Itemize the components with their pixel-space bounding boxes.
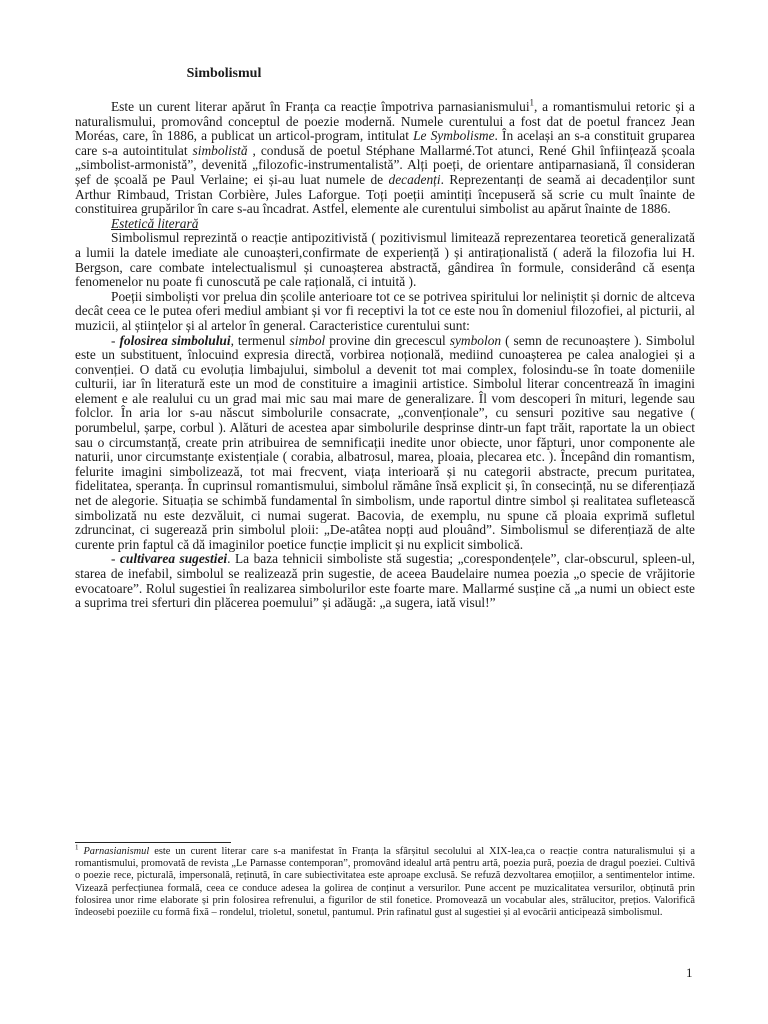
item-label-sugestie: cultivarea sugestiei (119, 551, 228, 567)
item1-text-2: provine din grecescul (325, 332, 450, 348)
item-label-simbol: folosirea simbolului (119, 332, 231, 348)
intro-text-3: . În același an s-a constituit gruparea care s-a autointitulat (75, 128, 695, 158)
intro-text-1: Este un curent literar apărut în Franța ca reacție împotriva parnasianismului (111, 99, 530, 114)
intro-text-5: . Reprezentanți de seamă ai decadenților sunt Arthur Rimbaud, Tristan Corbière, Jules Laforgue. Toți poeții amintiți începuseră să scrie cu mult înainte de constituirea grupărilor în care s-au încadrat. Astfel, elemente ale curentului simbolist au apărut înainte de 1886. (75, 171, 695, 217)
le-symbolisme-title: Le Symbolisme (413, 128, 495, 144)
symbolon-term: symbolon (449, 332, 502, 348)
antipozitivista-paragraph: Simbolismul reprezintă o reacție antipozitivistă ( pozitivismul limitează reprezentarea teoretică generalizată a lumii la datele imediate ale cunoașteri,confirmate de experiență ) și antiraționalistă ( aderă la filozofia lui H. Bergson, care combate intelectualismul și cunoașterea abstractă, gândirea în formule, considerând că esența fenomenelor nu poate fi cunoscută pe cale rațională, ci intuită ). (75, 230, 695, 290)
page-title: Simbolismul (186, 66, 262, 81)
footnote-marker: 1 (75, 843, 79, 852)
item-dash: - (111, 332, 120, 348)
simbol-term: simbol (289, 332, 326, 348)
simbolista-term: simbolistă (192, 142, 248, 158)
footnote (75, 843, 695, 919)
decadenti-term: decadenți (388, 171, 441, 187)
poetii-paragraph: Poeții simboliști vor prelua din școlile anterioare tot ce se potrivea spiritului lor neliniștit și dornic de altceva decât ceea ce le putea oferi mediul ambiant și vor fi receptivi la tot ce este nou în domeniul filozofiei, al picturii, al muzicii, al științelor și al artelor în general. Caracteristice curentului sunt: (75, 288, 695, 333)
footnote-divider (75, 842, 231, 843)
section-heading: Estetică literară (111, 215, 199, 231)
footnote-text: este un curent literar care s-a manifestat în Franța la sfârșitul secolului al XIX-lea,ca o reacție contra naturalismului și a romantismului, promovată de revista „Le Parnasse contemporan”, promovând idealul artă pentru artă, poezia pură, poezia de dragul poeziei. Cultivă o poezie rece, picturală, impersonală, reținută, în care subiectivitatea este aproape exclusă. Se refuză dezvoltarea emoțiilor, a sentimentelor intime. Vizează perfecțiunea formală, ceea ce conduce adesea la golirea de conținut a versurilor. Pune accent pe muzicalitatea versurilor, obținută prin folosirea unor rime elaborate și prin folosirea refrenului, a figurilor de stil fonetice. Promovează un vocabular ales, strălucitor, prețios. Valorifică îndeosebi poeziile cu formă fixă – rondelul, trioletul, sonetul, pantumul. Prin rafinatul gust al sugestiei și al evocării anticipează simbolismul. (75, 846, 695, 919)
list-item-sugestie (75, 552, 695, 610)
item1-text-1: , termenul (230, 332, 290, 348)
item2-text-1: . La baza tehnicii simboliste stă sugestia; „corespondențele”, clar-obscurul, spleen-ul, starea de inefabil, simbolul se realizează prin sugestie, de aceea Baudelaire numea poezia „o specie de vrăjitorie evocatoare”. Rolul sugestiei în realizarea simbolurilor este foarte mare. Mallarmé susține că „a numi un obiect este a suprima trei sferturi din plăcerea poemului” și adăugă: „a sugera, iată visul!” (75, 551, 695, 611)
body-text (75, 97, 696, 611)
intro-text-4: , condusă de poetul Stéphane Mallarmé.Tot atunci, René Ghil înființează școala „simbolist-armonistă”, devenită „filozofic-instrumentalistă”. Alți poeți, de orientare antiparnasiană, îl consideran șef de școală pe Paul Verlaine; ei și-au luat numele de (75, 142, 695, 187)
intro-paragraph (75, 97, 696, 217)
footnote-reference[interactable]: 1 (529, 97, 535, 108)
intro-text-2: , a romantismului retoric și a naturalismului, promovând conceptul de poezie modernă. Numele curentului a fost dat de poetul francez Jean Moréas, care, în 1886, a publicat un articol-program, intitulat (75, 99, 696, 144)
item-dash: - (111, 551, 120, 567)
page-number: 1 (686, 965, 693, 980)
item1-text-3: ( semn de recunoaștere ). Simbolul este un substituent, înlocuind expresia directă, vorbirea noțională, mediind cunoașterea pe calea analogiei și a convenției. O dată cu evoluția limbajului, simbolul a devenit tot mai complex, folosindu-se în toate domeniile culturii, iar în literatură este un mod de constituire a imaginii artistice. Simbolul literar concentrează în imagini element e ale realului cu un grad mai mic sau mai mare de generalizare. Îl vom descoperi în mituri, legende sau folclor. În aria lor s-au născut simbolurile consacrate, „convenționale”, cu sensuri pozitive sau negative ( porumbelul, șarpe, corbul ). Alături de acestea apar simbolurile desprinse dintr-un fapt trăit, raportate la un obiect sau o circumstanță, create prin atribuirea de semnificații inedite unor obiecte, unor făpturi, unor componente ale naturii, unor circumstanțe existențiale ( corabia, albatrosul, marea, ploaia, plecarea etc. ). Începând din romantism, felurite imagini simbolizează, tot mai frecvent, viața interioară și nu categorii abstracte, precum puritatea, fidelitatea, speranța. În cuprinsul romantismului, simbolul rămâne însă explicit și, în consecință, nu se diferențiază net de alegorie. Situația se schimbă fundamental în simbolism, unde raportul dintre simbol și realitatea sufletească simbolizată nu este dezvăluit, ci numai sugerat. Bacovia, de exemplu, nu spune că ploaia exprimă sufletul zdruncinat, ci sugerează prin simbolul ploii: „De-atâtea nopți aud plouând”. Simbolismul se diferențiază de alte curente prin faptul că dă imaginilor poetice funcție implicit și nu explicit simbolică. (75, 332, 695, 552)
list-item-simbol (75, 334, 695, 553)
footnote-term: Parnasianismul (83, 846, 150, 857)
